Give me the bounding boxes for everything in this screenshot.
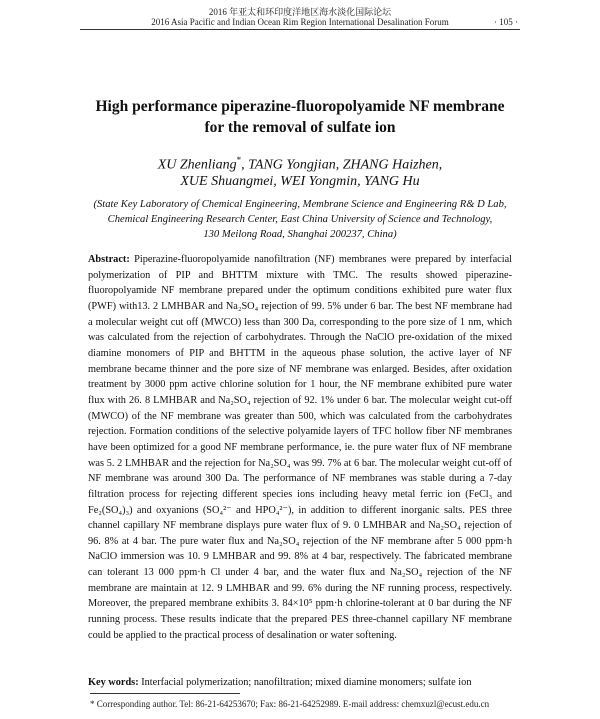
authors-rest: , TANG Yongjian, ZHANG Haizhen,: [241, 157, 443, 173]
abstract-text: Piperazine-fluoropolyamide nanofiltration (NF) membranes were prepared by interfacial polymerization of PIP and BHTTM mixture with TMC. The results showed piperazine-fluoropolyamide NF membrane prepared under the optimum conditions exhibited pure water flux (PWF) with13. 2 LMHBAR and Na₂SO₄ rejection of 99. 5% under 6 bar. The best NF membrane had a molecular weight cut off (MWCO) less than 300 Da, corresponding to the pore size of 1 nm, which was calculated from the rejection of carbohydrates. Through the NaClO pre-oxidation of the mixed diamine monomers of PIP and BHTTM in the aqueous phase solution, the active layer of NF membrane became thinner and the pore size of NF membrane was enlarged. Besides, after oxidation treatment by 3000 ppm active chlorine solution for 1 hour, the NF membrane exhibited pure water flux with 26. 8 LMHBAR and Na₂SO₄ rejection of 92. 1% under 6 bar. The molecular weight cut-off (MWCO) of the NF membrane was greater than 500, which was calculated from the carbohydrates rejection. Formation conditions of the selective polyamide layers of TFC hollow fiber NF membranes have been optimized for a good NF membrane performance, ie. the pure water flux of NF membrane was 5. 2 LMHBAR and the rejection for Na₂SO₄ was 99. 7% at 6 bar. The molecular weight cut-off of NF membrane was around 300 Da. The performance of NF membranes was stable during a 7-day filtration process for rejecting different species ions including heavy metal ferric ion (FeCl₃ and Fe₂(SO₄)₃) and oxyanions (SO₄²⁻ and HPO₄²⁻), in addition to different inorganic salts. PES three channel capillary NF membrane displays pure water flux of 9. 0 LMHBAR and Na₂SO₄ rejection of 96. 8% at 4 bar. The pure water flux and Na₂SO₄ rejection of the NF membrane after 5 000 ppm·h NaClO immersion was 10. 9 LMHBAR and 99. 8% at 4 bar, respectively. The fabricated membrane can tolerant 13 000 ppm·h Cl under 4 bar, and the water flux and Na₂SO₄ rejection of the NF membrane are maintain at 12. 9 LMHBAR and 99. 6% during the NF running process, respectively. Moreover, the prepared membrane exhibits 3. 84×10⁵ ppm·h chlorine-tolerant at 0 bar during the NF running process. These results indicate that the prepared PES three-channel capillary NF membrane could be applied to the practical process of desalination or water softening.: [88, 254, 513, 641]
running-header-english: 2016 Asia Pacific and Indian Ocean Rim Region International Desalination Forum: [151, 17, 449, 27]
keywords-label: Key words:: [88, 677, 139, 688]
abstract-label: Abstract:: [88, 254, 130, 265]
footnote: * Corresponding author. Tel: 86-21-64253670; Fax: 86-21-64252989. E-mail address: chemxuzl@ecust.edu.cn: [90, 699, 490, 709]
affiliation-line-3: 130 Meilong Road, Shanghai 200237, China): [203, 229, 397, 240]
abstract: [88, 252, 512, 643]
authors-line-2: XUE Shuangmei, WEI Yongmin, YANG Hu: [180, 174, 420, 189]
affiliation-line-1: (State Key Laboratory of Chemical Engineering, Membrane Science and Engineering R& D Lab,: [93, 199, 507, 210]
author-name: XU Zhenliang: [157, 157, 237, 173]
footnote-rule: [90, 693, 240, 694]
page-number: · 105 ·: [494, 17, 518, 27]
keywords-text: Interfacial polymerization; nanofiltration; mixed diamine monomers; sulfate ion: [141, 677, 472, 688]
corresponding-mark: *: [236, 155, 242, 165]
affiliation-line-2: Chemical Engineering Research Center, East China University of Science and Technology,: [107, 214, 493, 225]
keywords: [88, 675, 512, 690]
paper-title-line-2: for the removal of sulfate ion: [204, 119, 396, 136]
paper-title-line-1: High performance piperazine-fluoropolyamide NF membrane: [95, 98, 505, 115]
header-rule: [80, 29, 520, 30]
running-header-chinese: 2016 年亚太和环印度洋地区海水淡化国际论坛: [208, 7, 392, 17]
